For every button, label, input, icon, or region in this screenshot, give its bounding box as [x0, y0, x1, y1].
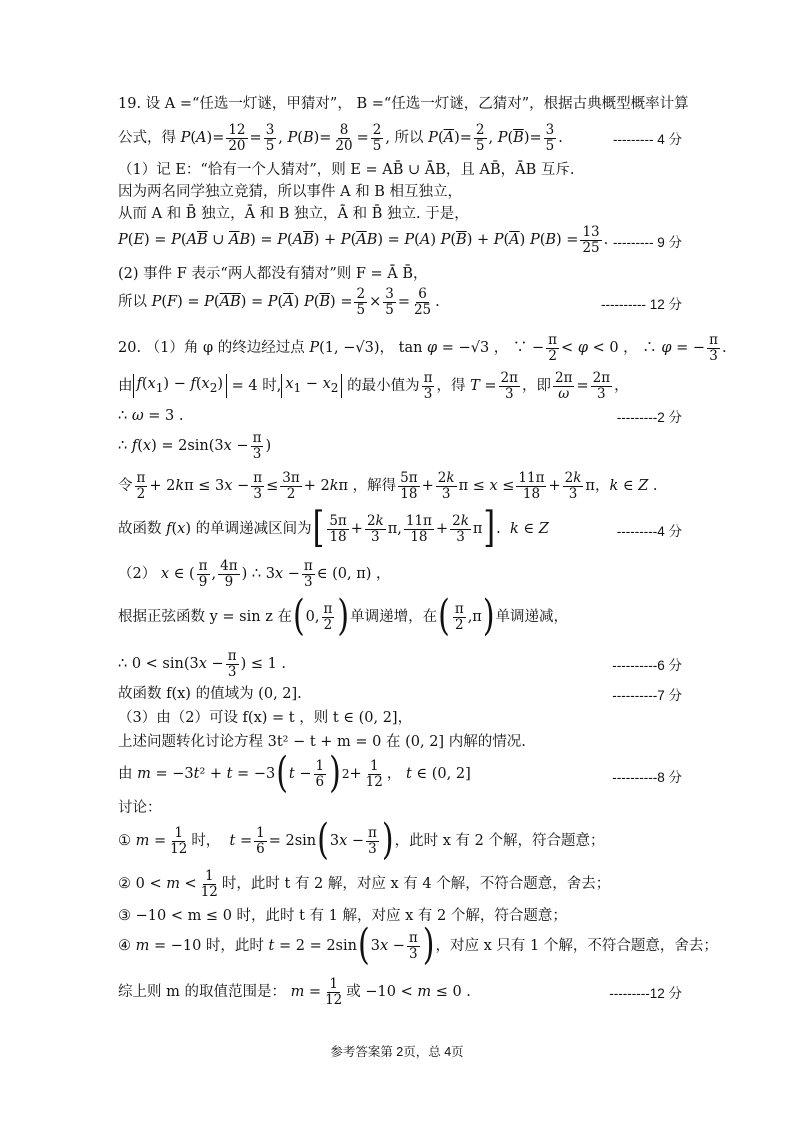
score-12a: ---------- 12 分 — [601, 297, 682, 312]
case-3 — [118, 906, 754, 926]
q20-sine-text: 根据正弦函数 y = sin z 在 — [118, 609, 292, 625]
case-4: ④ m = −10 时，此时 t = 2 = 2sin ( 3x − $\frac{\pi}{3}$ ) ，对应 x 只有 1 个解，不符合题意，舍去； — [118, 920, 718, 970]
page-footer: 参考答案第 2页，总 4页 — [330, 1045, 464, 1059]
q20-line-7: （2） x ∈ ( $\frac{\pi}{9}$ , $\frac{4\pi}{9}$ ) ∴ 3x − $\frac{\pi}{3}$ ∈ (0, π) ， — [118, 557, 391, 590]
q19-independence: 因为两名同学独立竞猜，所以事件 A 和 B 相互独立， — [118, 184, 463, 200]
q20-line-4: ∴ f(x) = 2sin(3x − $\frac{\pi}{3}$ ) — [118, 429, 272, 462]
q19-line-1 — [118, 94, 754, 114]
q19-formula-prefix: 公式，得 — [118, 130, 176, 146]
q20-part3-intro: （3）由（2）可设 f(x) = t ，则 t ∈ (0, 2]， — [118, 710, 413, 726]
final-label: 综上则 m 的取值范围是： — [118, 984, 286, 1000]
score-8: ----------8 分 — [612, 770, 682, 785]
q20-line-5: 令 $\frac{\pi}{2}$ + 2kπ ≤ 3x − $\frac{\pi}{3}$ ≤ $\frac{3\pi}{2}$ + 2kπ ，解得 $\frac{5\pi}{18}$ + $\frac{2k}{3}$ π ≤ x ≤ $\frac{11\pi}{18}$ + $\frac{2k}{3}$ π，k ∈ Z . — [118, 469, 658, 502]
q20-line-1: 20. （1）角 φ 的终边经过点 P(1, −√3)， tan φ = −√3 ， ∵ − $\frac{\pi}{2}$ < φ < 0 ， ∴ φ = − $\frac{\pi}{3}$ . — [118, 331, 727, 364]
q19-line-6: $P(E) = P(A\overline{B}$ ∪ $\overline{A}B) = P(A\overline{B}) + P(\overline{A}B) = P(A)$ $P(\overline{B}) + P(\overline{A}) P(B)$ = $\frac{13}{25}$ . — [118, 223, 609, 256]
case-1: ① m = $\frac{1}{12}$ 时， t = $\frac{1}{6}$ = 2sin ( 3x − $\frac{\pi}{3}$ ) ，此时 x 有 2 个解，符合题意； — [118, 815, 605, 865]
q20-part3-equation: 上述问题转化讨论方程 3t² − t + m = 0 在 (0, 2] 内解的情况. — [118, 734, 526, 750]
q19-line-3 — [118, 160, 754, 180]
q20-line-3: ∴ ω = 3 . — [118, 408, 184, 424]
q20-line-9: ∴ 0 < sin(3x − $\frac{\pi}{3}$ ) ≤ 1 . — [118, 647, 287, 680]
q19-line-5 — [118, 204, 754, 224]
q19-independence-2: 从而 A 和 B̄ 独立，Ā 和 B 独立，Ā 和 B̄ 独立. 于是， — [118, 206, 469, 222]
q20-line-2: 由 $f(x_1) - f(x_2)$ = 4 时, $x_1 - x_2$ 的最小值为 $\frac{\pi}{3}$ ，得 T = $\frac{2\pi}{3}$ ，即 $\frac{2\pi}{\omega}$ = $\frac{2\pi}{3}$ ， — [118, 369, 629, 402]
q19-intro: 19. 设 A =“任选一灯谜，甲猜对”， B =“任选一灯谜，乙猜对”，根据古典概型概率计算 — [118, 96, 689, 112]
score-6: ----------6 分 — [612, 658, 682, 673]
q20-line-6: 故函数 f(x) 的单调递减区间为 [ $\frac{5\pi}{18}$ + $\frac{2k}{3}$ π, $\frac{11\pi}{18}$ + $\frac{2k}{3}$ π ] . k ∈ Z — [118, 503, 549, 553]
score-4b: ---------4 分 — [616, 524, 682, 539]
q20-line-13: 由 m = −3t² + t = −3 ( t − $\frac{1}{6}$ ) 2 + $\frac{1}{12}$ ， t ∈ (0, 2] — [118, 748, 471, 798]
score-4: --------- 4 分 — [613, 132, 682, 147]
q19-event-f: (2) 事件 F 表示“两人都没有猜对”则 F = Ā B̄， — [118, 266, 428, 282]
q19-line-7 — [118, 264, 754, 284]
q19-line-2: 公式，得 P(A)= $\frac{12}{20}$ = $\frac{3}{5}$ , P(B)= $\frac{8}{20}$ = $\frac{2}{5}$ , 所以 $P(\overline{A})=$ $\frac{2}{5}$ , $P(\overline{B})=$ $\frac{3}{5}$ . — [118, 121, 563, 154]
case-4-tail: ，对应 x 只有 1 个解，不符合题意，舍去； — [435, 938, 718, 954]
case-2: ② 0 < m < $\frac{1}{12}$ 时，此时 t 有 2 解，对应 x 有 4 个解，不符合题意，舍去； — [118, 867, 611, 900]
case-1-tail: ，此时 x 有 2 个解，符合题意； — [394, 833, 605, 849]
score-7: ----------7 分 — [612, 688, 682, 703]
score-9: --------- 9 分 — [613, 235, 682, 250]
q20-final: 综上则 m 的取值范围是： m = $\frac{1}{12}$ 或 −10 < m ≤ 0 . — [118, 975, 471, 1008]
q20-line-8: 根据正弦函数 y = sin z 在 ( 0, $\frac{\pi}{2}$ ) 单调递增，在 ( $\frac{\pi}{2}$ ,π ) 单调递减， — [118, 591, 569, 641]
q19-line-4 — [118, 182, 754, 202]
q20-sine-end: 单调递减， — [495, 609, 569, 625]
q19-event-e: （1）记 E：“恰有一个人猜对”，则 E = AB̄ ∪ ĀB，且 AB̄，ĀB 互斥. — [118, 162, 575, 178]
q20-sine-mid: 单调递增，在 — [350, 609, 438, 625]
score-2: ---------2 分 — [616, 410, 682, 425]
q19-line-8: 所以 $P(F) = P(\overline{AB}) = P(\overline{A}) P(\overline{B})$ = $\frac{2}{5}$ × $\frac{3}{5}$ = $\frac{6}{25}$ . — [118, 285, 440, 318]
q20-discuss — [118, 798, 754, 818]
q20-line-12 — [118, 732, 754, 752]
score-12b: ---------12 分 — [609, 986, 682, 1001]
q20-part2-label: （2） — [118, 566, 157, 582]
discuss-label: 讨论： — [118, 800, 162, 816]
case-2-tail: 时，此时 t 有 2 解，对应 x 有 4 个解，不符合题意，舍去； — [221, 876, 611, 892]
q20-part1-intro: 20. （1）角 φ 的终边经过点 — [118, 340, 305, 356]
case-3-text: ③ −10 < m ≤ 0 时，此时 t 有 1 解，对应 x 有 2 个解，符合题意； — [118, 908, 567, 924]
q20-line-11 — [118, 708, 754, 728]
q20-range: 故函数 f(x) 的值域为 (0, 2]. — [118, 686, 302, 702]
